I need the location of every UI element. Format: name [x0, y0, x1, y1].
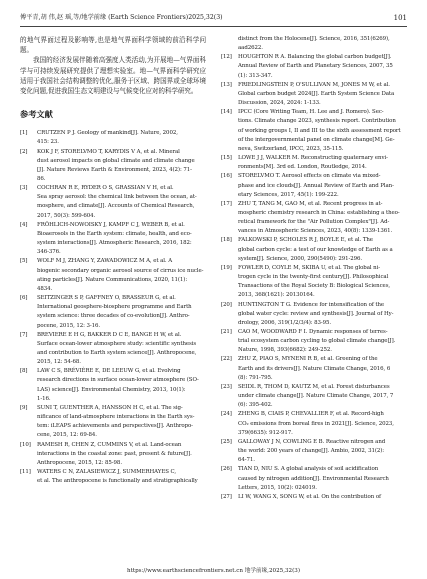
reference-number: [20] — [221, 301, 232, 308]
reference-text-line: global carbon cycle: a test of our knowledge of Earth as a — [238, 246, 393, 253]
reference-item — [221, 410, 407, 437]
reference-item — [20, 441, 206, 468]
reference-text-line: COCHRAN R E, RYDER O S, GRASSIAN V H, et al. — [37, 185, 174, 192]
reference-text-line: Annual Review of Earth and Planetary Sciences, 2007, 35 — [238, 63, 393, 70]
reference-text-line: FRÖHLICH-NOWOISKY J, KAMPF C J, WEBER B, et al. — [37, 221, 185, 228]
reference-item — [20, 221, 206, 258]
reference-text-line: pocene, 2015, 12: 3-16. — [37, 322, 101, 329]
reference-text-line: Surface ocean-lower atmosphere study: scientific synthesis — [37, 340, 197, 347]
reference-text-line: ZHU T, TANG M, GAO M, et al. Recent progress in at- — [238, 200, 383, 207]
reference-text-line: phase and ice clouds[J]. Annual Review of Earth and Plan- — [238, 182, 394, 189]
reference-text-line: LI W, WANG X, SONG W, et al. On the contribution of — [238, 493, 381, 500]
reference-text-line: KOK J F, STORELVMO T, KARYDIS V A, et al. Mineral — [37, 148, 180, 155]
reference-item — [221, 465, 407, 492]
reference-item — [221, 493, 407, 502]
reference-text-line: mosphere, and climate[J]. Accounts of Chemical Research, — [37, 203, 195, 210]
reference-list-left — [20, 129, 206, 486]
reference-text-line: ZHU Z, PIAO S, MYNENI R B, et al. Greening of the — [238, 356, 378, 363]
reference-text-line: GALLOWAY J N, COWLING E B. Reactive nitrogen and — [238, 438, 386, 445]
reference-number: [5] — [20, 258, 28, 265]
reference-number: [15] — [221, 155, 232, 162]
reference-item — [221, 383, 407, 410]
reference-item — [221, 53, 407, 80]
reference-item — [221, 355, 407, 382]
reference-text-line: 86. — [37, 176, 46, 182]
reference-number: [19] — [221, 264, 232, 271]
reference-text-line: research directions in surface ocean-lower atmosphere (SO- — [37, 377, 199, 384]
reference-number: [3] — [20, 185, 28, 192]
left-column — [20, 35, 206, 486]
reference-number: [17] — [221, 200, 232, 207]
reference-number: [27] — [221, 493, 232, 500]
reference-text-line: International geosphere-biosphere programme and Earth — [37, 304, 192, 311]
reference-text-line: and contribution to Earth system science[J]. Anthropocene, — [37, 349, 197, 356]
reference-text-line: trogen cycle in the twenty-first century[J]. Philosophical — [238, 274, 389, 281]
reference-text-line: aad2622. — [238, 45, 263, 52]
reference-number: [26] — [221, 466, 232, 473]
running-header — [20, 12, 407, 27]
reference-item — [221, 172, 407, 199]
reference-text-line: of the intergovernmental panel on climate change[M]. Ge- — [238, 136, 395, 143]
reference-number: [2] — [20, 148, 28, 155]
reference-text-line: interactions in the coastal zone: past, present & future[J]. — [37, 450, 192, 457]
reference-text-line: TIAN D, NIU S. A global analysis of soil acidification — [238, 466, 379, 473]
reference-text-line: biogenic secondary organic aerosol source of cirrus ice nucle- — [37, 267, 204, 274]
running-title: 傅平青,胡 伟,赵 瑶,等/地学前缘 (Earth Science Frontiers)2025,32(3) — [20, 14, 223, 21]
reference-item — [221, 35, 407, 53]
reference-text-line: SUNI T, GUENTHER A, HANSSON H C, et al. The sig- — [37, 404, 183, 411]
reference-text-line: tions. Climate change 2023, synthesis report. Contribution — [238, 118, 396, 125]
reference-number: [6] — [20, 295, 28, 302]
reference-text-line: drology, 2006, 319(1/2/3/4): 83-95. — [238, 319, 332, 326]
reference-text-line: trial ecosystem carbon cycling to global climate change[J]. — [238, 338, 396, 345]
reference-text-line: Bioaerosols in the Earth system: climate, health, and eco- — [37, 230, 192, 237]
reference-text-line: tem: iLEAPS achievements and perspectives[J]. Anthropo- — [37, 423, 193, 430]
reference-text-line: RAMESH R, CHEN Z, CUMMINS V, et al. Land-ocean — [37, 441, 182, 448]
reference-text-line: dust aerosol impacts on global climate and climate change — [37, 157, 195, 164]
reference-number: [25] — [221, 438, 232, 445]
reference-item — [20, 257, 206, 294]
reference-text-line: LAW C S, BRÉVIÈRE E, DE LEEUW G, et al. Evolving — [37, 368, 181, 375]
reference-item — [20, 184, 206, 221]
reference-number: [18] — [221, 237, 232, 244]
reference-text-line: Letters, 2015, 10(2): 024019. — [238, 484, 317, 491]
reference-text-line: 415: 23. — [37, 139, 59, 146]
reference-text-line: system interactions[J]. Atmospheric Research, 2016, 182: — [37, 240, 192, 247]
reference-item — [221, 200, 407, 237]
reference-text-line: ZHENG B, CIAIS P, CHEVALLIER F, et al. Record-high — [238, 411, 384, 418]
reference-number: [22] — [221, 356, 232, 363]
reference-text-line: BREVIERE E H G, BAKKER D C E, BANGE H W, et al. — [37, 331, 182, 338]
reference-number: [21] — [221, 329, 232, 335]
reference-item — [221, 81, 407, 108]
reference-item — [221, 236, 407, 263]
reference-item — [221, 438, 407, 465]
reference-item — [20, 367, 206, 404]
page-footer: https://www.earthsciencefrontiers.net.cn 地学前缘,2025,32(3) — [126, 568, 301, 574]
reference-text-line: Global carbon budget 2024[J]. Earth System Science Data — [238, 90, 395, 97]
reference-text-line: distinct from the Holocene[J]. Science, 2016, 351(6269), — [238, 36, 390, 42]
reference-number: [24] — [221, 411, 232, 418]
reference-item — [221, 108, 407, 154]
reference-text-line: FALKOWSKI P, SCHOLES R J, BOYLE E, et al. The — [238, 237, 373, 244]
reference-text-line: SEIDL R, THOM D, KAUTZ M, et al. Forest disturbances — [238, 383, 390, 390]
reference-text-line: et al. The anthropocene is functionally and stratigraphically — [37, 478, 198, 485]
reference-text-line: Anthropocene, 2015, 12: 85-98. — [37, 459, 122, 466]
reference-text-line: caused by nitrogen addition[J]. Environmental Research — [238, 475, 389, 482]
reference-text-line: system[J]. Science, 2000, 290(5490): 291-296. — [238, 255, 363, 262]
reference-number: [12] — [221, 54, 232, 61]
reference-text-line: system science: three decades of co-evolution[J]. Anthro- — [37, 313, 190, 320]
reference-number: [7] — [20, 331, 28, 338]
reference-text-line: global water cycle: review and synthesis[J]. Journal of Hy- — [238, 310, 394, 317]
reference-text-line: HOUGHTON R A. Balancing the global carbon budget[J]. — [238, 54, 392, 61]
reference-number: [11] — [20, 469, 31, 475]
body-paragraph: 的地气界面过程及影响等,也是地气界面科学领域的前沿科学问题。 — [20, 36, 206, 55]
reference-text-line: [J]. Nature Reviews Earth & Environment, 2023, 4(2): 71- — [37, 166, 192, 173]
reference-text-line: 2017, 50(3): 599-604. — [37, 212, 96, 219]
reference-item — [20, 148, 206, 185]
reference-number: [13] — [221, 81, 232, 88]
reference-number: [16] — [221, 173, 232, 180]
reference-item — [20, 129, 206, 147]
reference-text-line: HUNTINGTON T G. Evidence for intensification of the — [238, 301, 385, 308]
reference-text-line: 346-376. — [37, 249, 61, 256]
reference-number: [1] — [20, 130, 28, 137]
reference-text-line: STORELVMO T. Aerosol effects on climate via mixed- — [238, 173, 381, 180]
reference-item — [221, 301, 407, 328]
reference-text-line: 1-16. — [37, 395, 51, 402]
reference-text-line: Earth and its drivers[J]. Nature Climate Change, 2016, 6 — [238, 365, 391, 372]
reference-list-right — [221, 35, 407, 502]
reference-text-line: FRIEDLINGSTEIN P, O'SULLIVAN M, JONES M W, et al. — [238, 81, 390, 88]
reference-item — [221, 154, 407, 172]
reference-number: [4] — [20, 221, 28, 228]
reference-text-line: Discussion, 2024, 2024: 1-133. — [238, 100, 321, 107]
reference-text-line: vances in Atmospheric Sciences, 2023, 40(8): 1339-1361. — [238, 228, 393, 235]
reference-text-line: 379(6635): 912-917. — [238, 429, 293, 436]
reference-text-line: IPCC (Core Writing Team, H. Lee and J. Romero). Sec- — [238, 109, 384, 116]
reference-text-line: nificance of land-atmosphere interactions in the Earth sys- — [37, 414, 195, 421]
reference-item — [20, 331, 206, 368]
reference-item — [20, 294, 206, 331]
reference-text-line: LOWE J J, WALKER M. Reconstructing quaternary envi- — [238, 155, 388, 162]
reference-text-line: Nature, 1998, 393(6682): 249-252. — [238, 347, 332, 354]
reference-text-line: cene, 2015, 12: 69-84. — [37, 432, 97, 439]
reference-text-line: CRUTZEN P J. Geology of mankind[J]. Nature, 2002, — [37, 130, 178, 137]
right-column — [221, 35, 407, 502]
reference-text-line: 2013, 368(1621): 20130164. — [238, 292, 315, 299]
reference-item — [221, 264, 407, 301]
reference-text-line: (6): 395-402. — [238, 402, 273, 409]
reference-text-line: CAO M, WOODWARD F I. Dynamic responses of terres- — [238, 329, 388, 335]
reference-text-line: 64-71. — [238, 457, 255, 464]
reference-text-line: neva, Switzerland, IPCC, 2023, 35-115. — [238, 145, 344, 152]
reference-text-line: WATERS C N, ZALASIEWICZ J, SUMMERHAYES C, — [37, 469, 177, 475]
reference-text-line: retical framework for the "Air Pollution Complex"[J]. Ad- — [238, 219, 390, 226]
reference-text-line: Sea spray aerosol: the chemical link between the ocean, at- — [37, 194, 197, 201]
reference-text-line: CO₂ emissions from boreal fires in 2021[J]. Science, 2023, — [238, 420, 394, 427]
reference-text-line: of working groups I, II and III to the sixth assessment report — [238, 127, 401, 134]
references-heading: 参考文献 — [20, 109, 53, 120]
reference-text-line: 2015, 12: 54-68. — [37, 359, 81, 366]
reference-text-line: the world: 200 years of change[J]. Ambio, 2002, 31(2): — [238, 448, 385, 455]
reference-item — [221, 328, 407, 355]
reference-text-line: ronments[M]. 3rd ed. London, Routledge, 2014. — [238, 164, 367, 171]
reference-number: [14] — [221, 109, 232, 116]
reference-text-line: Transactions of the Royal Society B: Biological Sciences, — [238, 283, 391, 290]
reference-item — [20, 468, 206, 486]
page-number: 101 — [393, 14, 407, 22]
reference-number: [23] — [221, 383, 232, 390]
body-paragraph: 我国的经济发展伴随着高强度人类活动,为开展地—气界面科学与可持续发展研究提供了理想实验室。地—气界面科学研究应适用于我国社会结构调整的优化,服务于区域、跨国界或全球环境变化问题,促进我国生态文明建设与气候变化应对的科学研究。 — [20, 56, 206, 96]
reference-text-line: etary Sciences, 2017, 45(1): 199-222. — [238, 191, 339, 198]
reference-text-line: SEITZINGER S P, GAFFNEY O, BRASSEUR G, et al. — [37, 295, 176, 302]
reference-number: [9] — [20, 404, 28, 411]
reference-text-line: WOLF M J, ZHANG Y, ZAWADOWICZ M A, et al. A — [37, 258, 173, 265]
reference-text-line: ating particles[J]. Nature Communications, 2020, 11(1): — [37, 276, 188, 283]
reference-text-line: FOWLER D, COYLE M, SKIBA U, et al. The global ni- — [238, 264, 380, 271]
reference-text-line: LAS) science[J]. Environmental Chemistry, 2013, 10(1): — [37, 386, 186, 393]
reference-item — [20, 404, 206, 441]
reference-number: [8] — [20, 368, 28, 375]
reference-text-line: under climate change[J]. Nature Climate Change, 2017, 7 — [238, 393, 394, 400]
reference-number: [10] — [20, 441, 31, 448]
reference-text-line: mospheric chemistry research in China: establishing a theo- — [238, 209, 400, 216]
reference-text-line: 4834. — [37, 285, 53, 292]
reference-text-line: (1): 313-347. — [238, 72, 273, 79]
reference-text-line: (8): 791-795. — [238, 374, 273, 381]
